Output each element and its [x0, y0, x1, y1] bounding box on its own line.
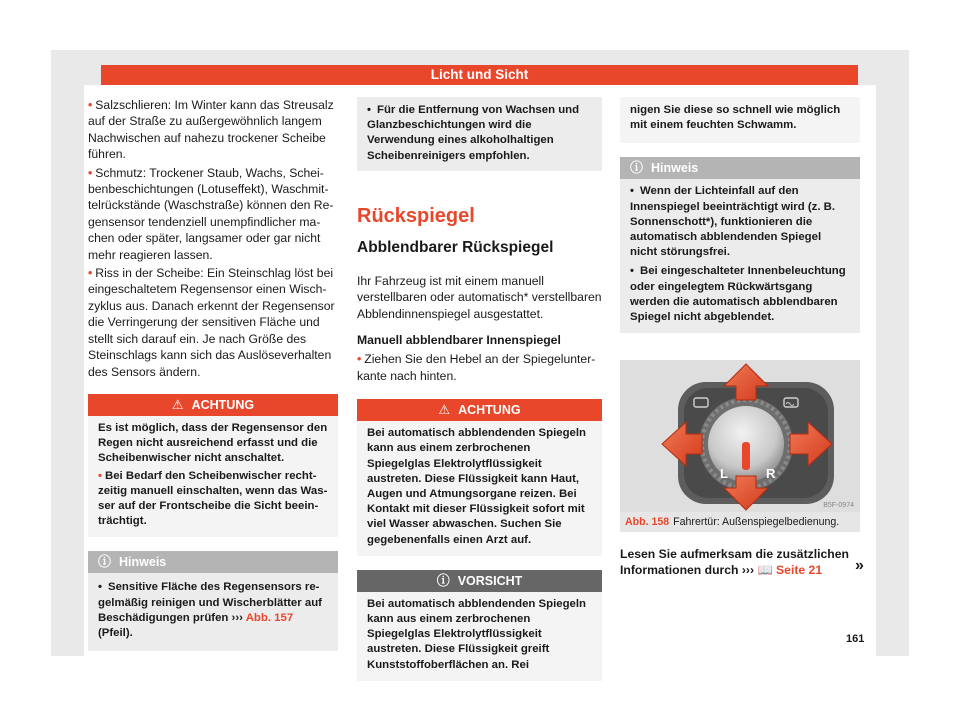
continued-hint-box: • Für die Entfernung von Wachsen und Glanzbeschichtungen wird die Verwendung eines alkoholhaltigen Scheibenreinigers empfohlen.	[357, 97, 602, 171]
list-item: • Ziehen Sie den Hebel an der Spiegelunterkante nach hinten.	[357, 352, 596, 383]
caution-title: ⓘ VORSICHT	[357, 570, 602, 592]
subsection-title: Abblendbarer Rückspiegel	[357, 238, 554, 256]
list-item: • Schmutz: Trockener Staub, Wachs, Scheibenbeschichtungen (Lotuseffekt), Waschmittelrückstände (Waschstraße) können den Regensensor tendenziell unempfindlicher machen oder später, langsamer oder gar nicht mehr reagieren lassen.	[88, 165, 334, 262]
bullet-icon: •	[98, 581, 102, 594]
continue-mark: »	[855, 557, 864, 574]
warning-body: Es ist möglich, dass der Regensensor den Regen nicht ausreichend erfasst und die Scheibenwischer nicht anschaltet. • Bei Bedarf den Scheibenwischer rechtzeitig manuell einschalten, wenn das Wasser auf der Frontscheibe die Sicht beeinträchtigt.	[88, 416, 338, 537]
knob-label-left: L	[720, 466, 728, 481]
section-title: Rückspiegel	[357, 204, 475, 227]
bullet-icon: •	[98, 469, 102, 482]
warning-box	[357, 399, 602, 556]
mirror-control-illustration	[620, 360, 860, 512]
hint-box	[88, 551, 338, 651]
intro-text: Ihr Fahrzeug ist mit einem manuell verstellbaren oder automatisch* verstellbaren Abblendinnenspiegel ausgestattet.	[357, 273, 602, 321]
column-middle	[357, 97, 602, 681]
bullet-icon: •	[357, 352, 362, 367]
page-link[interactable]: Seite 21	[776, 563, 823, 578]
page-number: 161	[846, 633, 865, 645]
reference-note: Lesen Sie aufmerksam die zusätzlichen Informationen durch ››› 📖 Seite 21	[620, 547, 849, 578]
column-left	[88, 97, 338, 651]
warning-title: ⚠ ACHTUNG	[357, 399, 602, 421]
warning-triangle-icon: ⚠	[171, 396, 184, 412]
figure-code: B5F-0974	[823, 502, 854, 509]
list-item: • Salzschlieren: Im Winter kann das Streusalz auf der Straße zu außergewöhnlich langem Nachwischen auf nahezu trockener Scheibe führen.	[88, 98, 334, 162]
warning-box	[88, 394, 338, 537]
knob-indicator	[742, 442, 750, 470]
hint-body: • Wenn der Lichteinfall auf den Innenspiegel beeinträchtigt wird (z. B. Sonnenschott*), funktionieren die automatisch abblendenden Spiegel nicht störungsfrei. • Bei eingeschalteter Innenbeleuchtung oder eingelegtem Rückwärtsgang werden die automatisch abblendbaren Spiegel nicht abgeblendet.	[620, 179, 860, 333]
bullet-icon: •	[630, 185, 634, 198]
caution-box	[357, 570, 602, 681]
column-right	[620, 97, 860, 379]
figure-link[interactable]: Abb. 157	[245, 611, 294, 624]
caution-icon: ⓘ	[436, 572, 450, 588]
figure-caption: Abb. 158 Fahrertür: Außenspiegelbedienung.	[620, 512, 860, 532]
hint-box	[620, 157, 860, 333]
hint-body: • Sensitive Fläche des Regensensors regelmäßig reinigen und Wischerblätter auf Beschädigungen prüfen ››› Abb. 157 (Pfeil).	[88, 573, 338, 651]
figure-label: Abb. 158	[625, 516, 670, 528]
caution-body: Bei automatisch abblendenden Spiegeln kann aus einem zerbrochenen Spiegelglas Elektrolytflüssigkeit austreten. Diese Flüssigkeit greift Kunststoffoberflächen an. Rei	[357, 592, 602, 681]
warning-body: Bei automatisch abblendenden Spiegeln kann aus einem zerbrochenen Spiegelglas Elektrolytflüssigkeit austreten. Diese Flüssigkeit kann Haut, Augen und Atmungsorgane reizen. Bei Kontakt mit dieser Flüssigkeit sofort mit viel Wasser abwaschen. Suchen Sie gegebenenfalls einen Arzt auf.	[357, 421, 602, 556]
bullet-icon: •	[88, 165, 93, 180]
bullet-icon: •	[88, 98, 93, 112]
warning-triangle-icon: ⚠	[438, 402, 451, 418]
hint-title: ⓘ Hinweis	[620, 157, 860, 179]
knob-label-right: R	[766, 466, 776, 481]
hint-title: ⓘ Hinweis	[88, 551, 338, 573]
warning-title: ⚠ ACHTUNG	[88, 394, 338, 416]
manual-heading: Manuell abblendbarer Innenspiegel	[357, 333, 561, 348]
bullet-icon: •	[367, 104, 371, 116]
mirror-control-figure	[620, 360, 860, 512]
list-item: • Riss in der Scheibe: Ein Steinschlag löst bei eingeschaltetem Regensensor einen Wischzyklus aus. Danach erkennt der Regensensor die Verringerung der sensitiven Fläche und stellt sich darauf ein. Je nach Größe des Steinschlags kann sich das Auslöseverhalten des Sensors ändern.	[88, 266, 335, 379]
info-icon: ⓘ	[98, 554, 112, 570]
chapter-header: Licht und Sicht	[101, 65, 858, 85]
book-icon: 📖	[757, 563, 773, 578]
bullet-icon: •	[88, 266, 93, 281]
info-icon: ⓘ	[630, 160, 644, 176]
bullet-icon: •	[630, 265, 634, 278]
continued-caution-box: nigen Sie diese so schnell wie möglich mit einem feuchten Schwamm.	[620, 97, 860, 143]
